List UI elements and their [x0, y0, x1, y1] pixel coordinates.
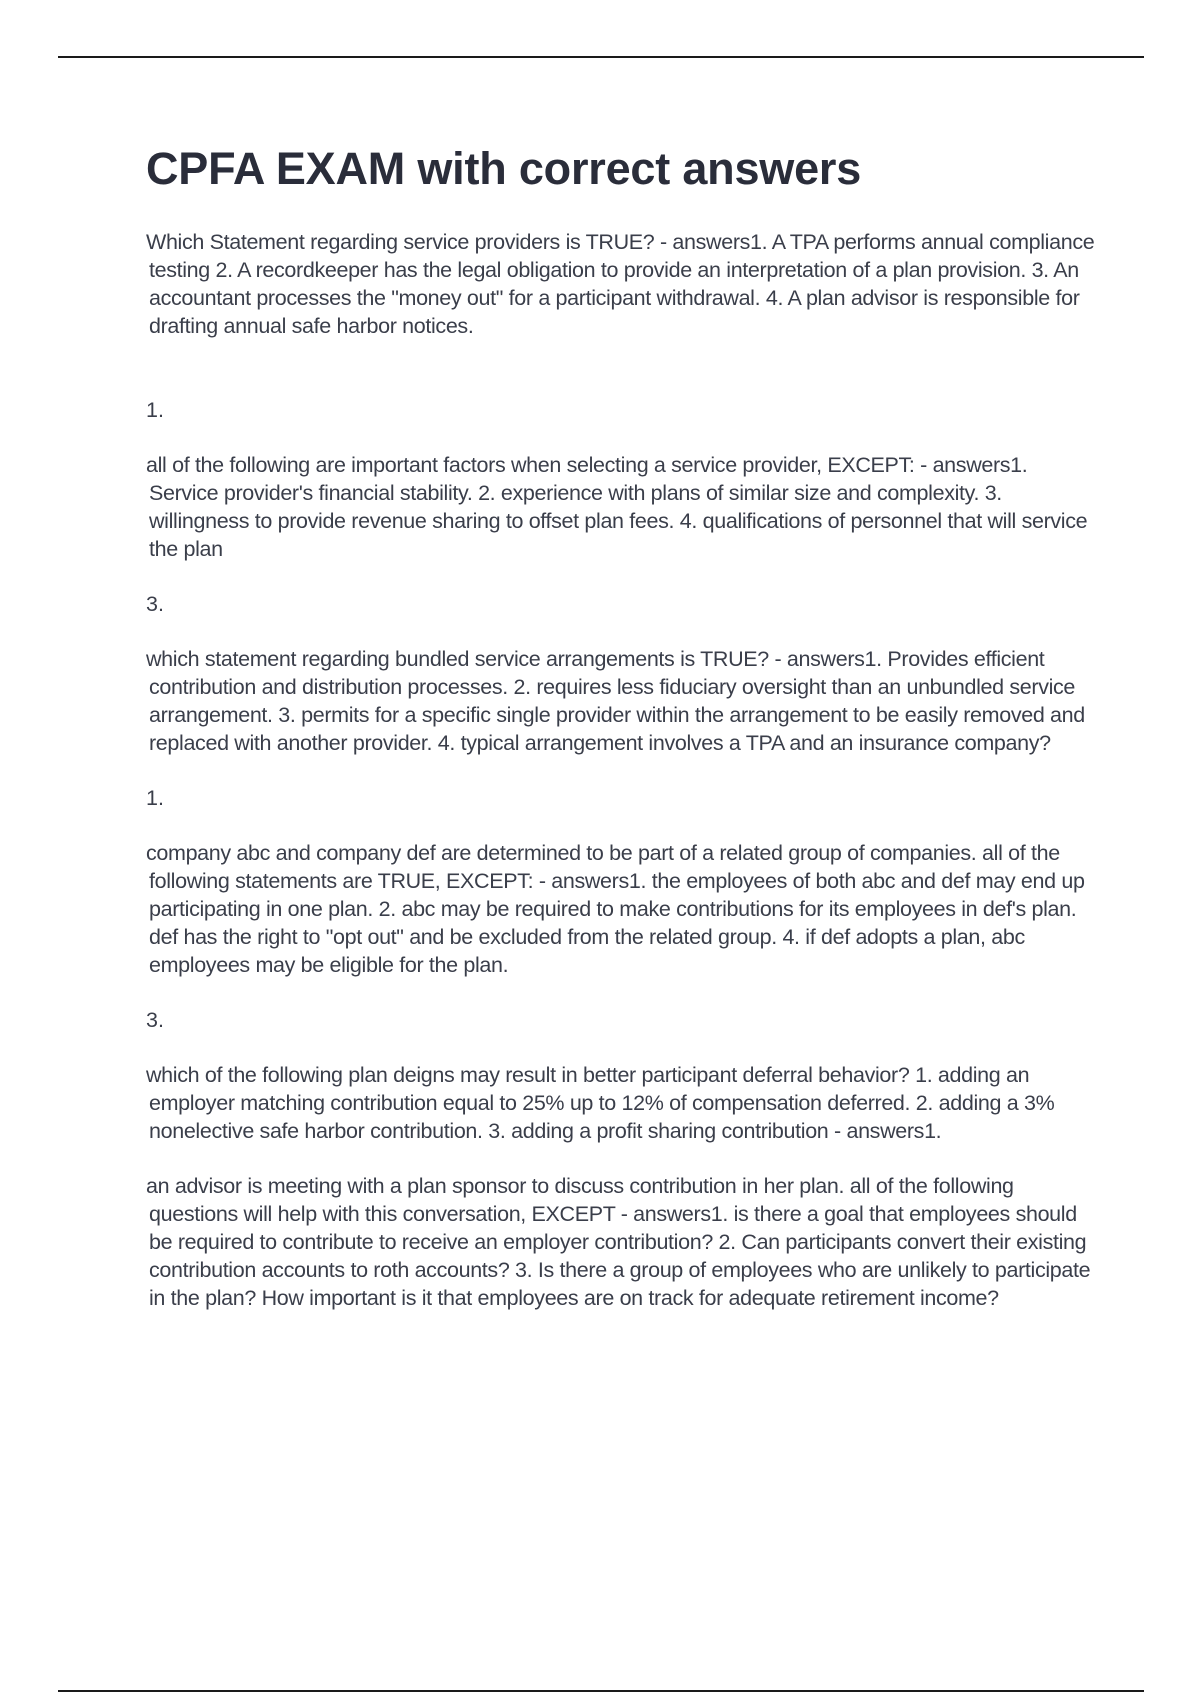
question-text: Which Statement regarding service providers is TRUE? - answers1. A TPA performs annual compliance testing 2. A recordkeeper has the legal obligation to provide an interpretation of a plan provision. 3. An accountant processes the "money out" for a participant withdrawal. 4. A plan advisor is responsible for drafting annual safe harbor notices. [146, 230, 1095, 338]
answer-text: 1. [146, 786, 164, 810]
footer-rule [58, 1690, 1144, 1692]
question-text: which statement regarding bundled service arrangements is TRUE? - answers1. Provides efficient contribution and distribution processes. 2. requires less fiduciary oversight than an unbundled service arrangement. 3. permits for a specific single provider within the arrangement to be easily removed and replaced with another provider. 4. typical arrangement involves a TPA and an insurance company? [146, 647, 1085, 755]
question-text: which of the following plan deigns may result in better participant deferral behavior? 1. adding an employer matching contribution equal to 25% up to 12% of compensation deferred. 2. adding a 3% nonelective safe harbor contribution. 3. adding a profit sharing contribution - answers1. [146, 1063, 1055, 1143]
answer-text: 3. [146, 592, 164, 616]
answer-text: 3. [146, 1008, 164, 1032]
question-text: company abc and company def are determined to be part of a related group of companies. all of the following statements are TRUE, EXCEPT: - answers1. the employees of both abc and def may end up participating in one plan. 2. abc may be required to make contributions for its employees in def's plan. def has the right to "opt out" and be excluded from the related group. 4. if def adopts a plan, abc employees may be eligible for the plan. [146, 841, 1085, 977]
document-body [146, 140, 1096, 1312]
header-rule [58, 56, 1144, 58]
question-text: all of the following are important factors when selecting a service provider, EXCEPT: - answers1. Service provider's financial stability. 2. experience with plans of similar size and complexity. 3. willingness to provide revenue sharing to offset plan fees. 4. qualifications of personnel that will service the plan [146, 453, 1088, 561]
question-text: an advisor is meeting with a plan sponsor to discuss contribution in her plan. all of the following questions will help with this conversation, EXCEPT - answers1. is there a goal that employees should be required to contribute to receive an employer contribution? 2. Can participants convert their existing contribution accounts to roth accounts? 3. Is there a group of employees who are unlikely to participate in the plan? How important is it that employees are on track for adequate retirement income? [146, 1174, 1091, 1310]
page-title: CPFA EXAM with correct answers [146, 143, 862, 194]
answer-text: 1. [146, 398, 164, 422]
